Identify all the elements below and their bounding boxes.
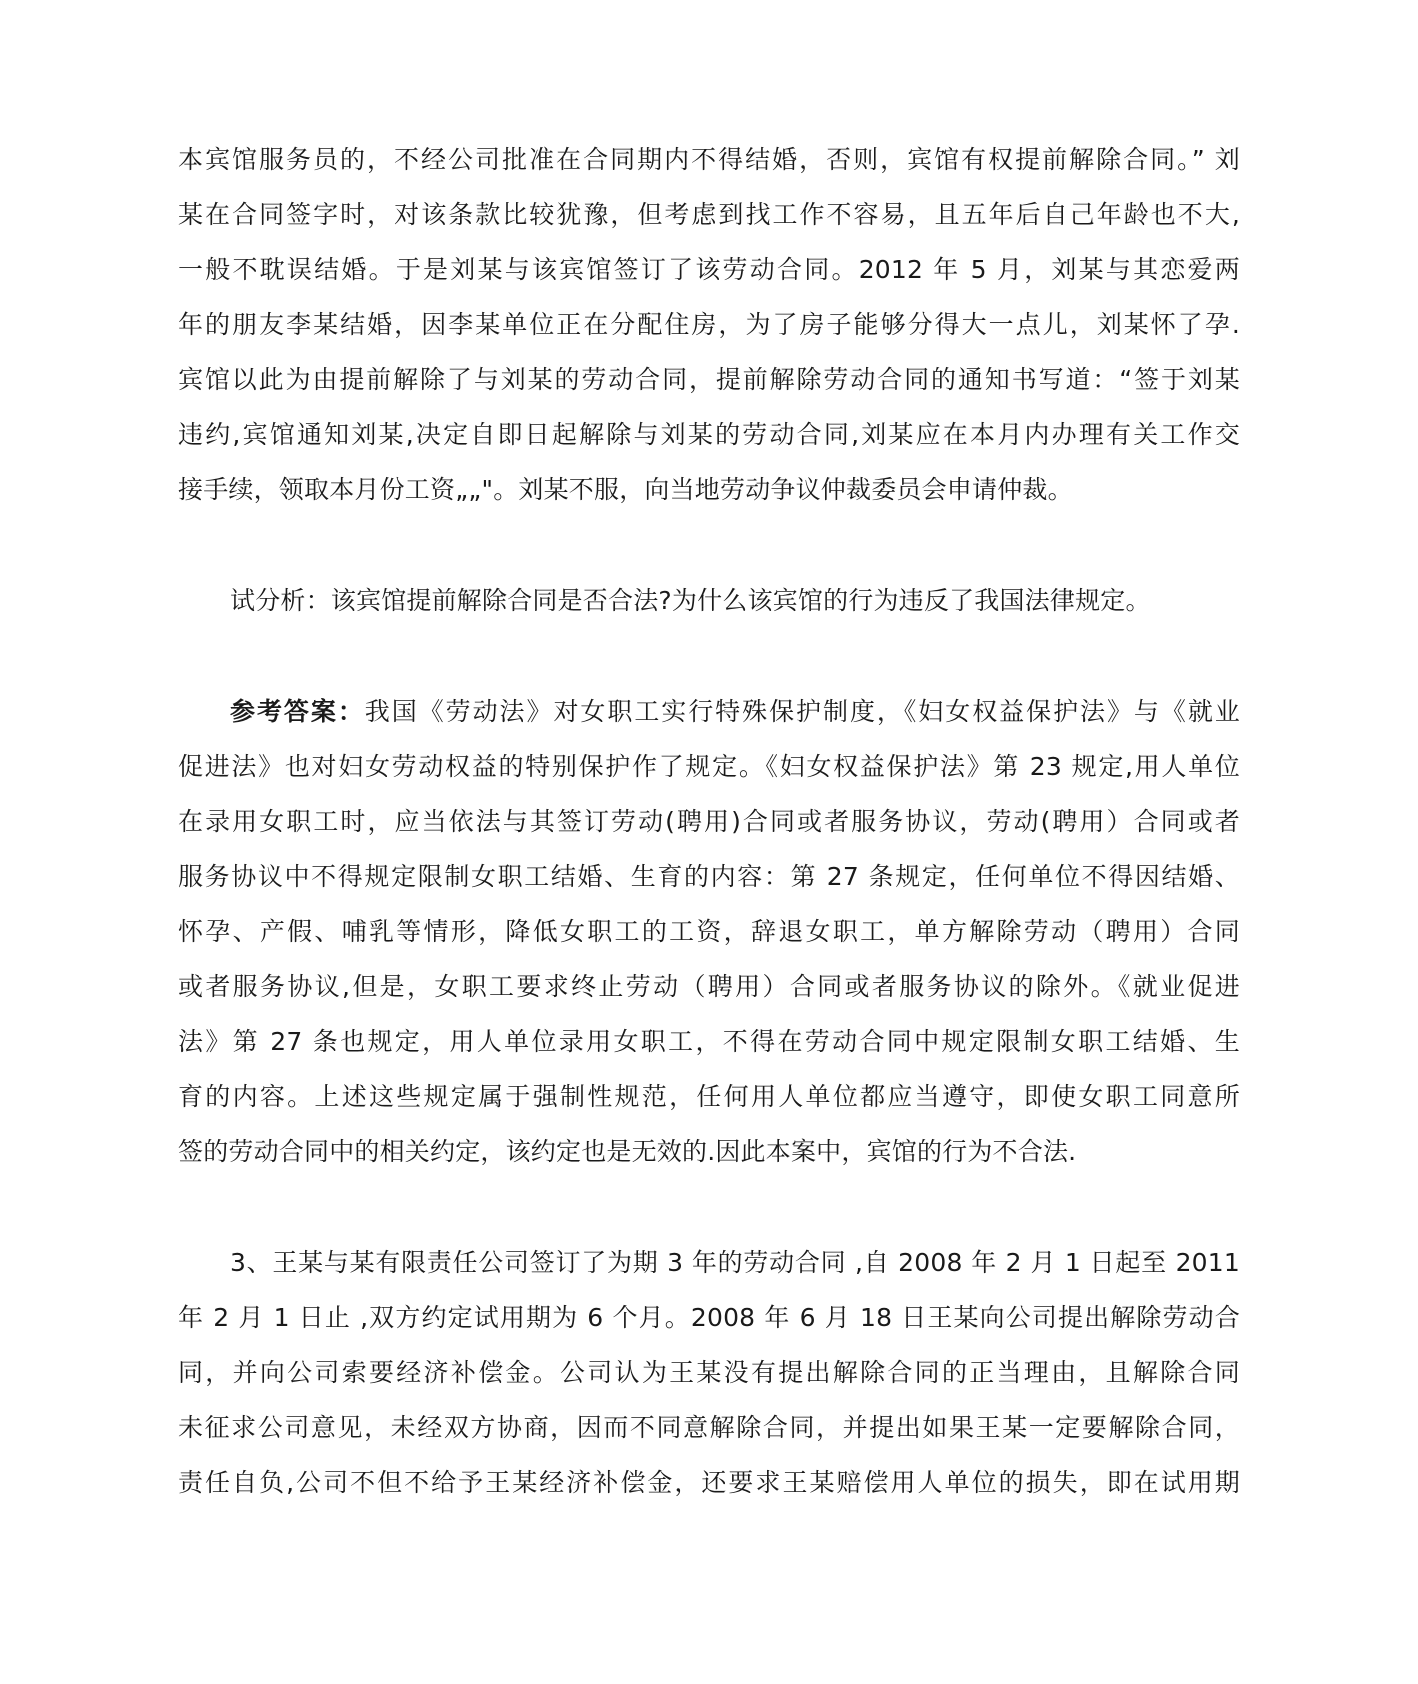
text-line: 服务协议中不得规定限制女职工结婚、生育的内容：第 27 条规定，任何单位不得因结婚、 — [178, 862, 1240, 891]
answer-label: 参考答案： — [230, 697, 365, 726]
document-body — [178, 132, 1240, 1510]
answer-paragraph — [178, 684, 1240, 1179]
text-line: 未征求公司意见，未经双方协商，因而不同意解除合同，并提出如果王某一定要解除合同， — [178, 1413, 1240, 1442]
case-paragraph — [178, 132, 1240, 517]
text-line: 或者服务协议,但是，女职工要求终止劳动（聘用）合同或者服务协议的除外。《就业促进 — [178, 972, 1240, 1001]
paragraph-spacer — [178, 1179, 1240, 1235]
case-paragraph — [178, 1235, 1240, 1510]
question-text: 试分析：该宾馆提前解除合同是否合法?为什么该宾馆的行为违反了我国法律规定。 — [230, 586, 1151, 615]
answer-text: 我国《劳动法》对女职工实行特殊保护制度，《妇女权益保护法》与《就业 — [364, 697, 1240, 726]
paragraph-spacer — [178, 517, 1240, 573]
text-line: 育的内容。上述这些规定属于强制性规范，任何用人单位都应当遵守，即使女职工同意所 — [178, 1082, 1240, 1111]
text-line: 接手续，领取本月份工资„„"。刘某不服，向当地劳动争议仲裁委员会申请仲裁。 — [178, 475, 1073, 504]
text-line: 3、王某与某有限责任公司签订了为期 3 年的劳动合同 ,自 2008 年 2 月 1 日起至 2011 — [230, 1248, 1240, 1277]
text-line: 签的劳动合同中的相关约定，该约定也是无效的.因此本案中，宾馆的行为不合法. — [178, 1137, 1077, 1166]
text-line: 年 2 月 1 日止 ,双方约定试用期为 6 个月。2008 年 6 月 18 日王某向公司提出解除劳动合 — [178, 1303, 1240, 1332]
text-line: 同，并向公司索要经济补偿金。公司认为王某没有提出解除合同的正当理由，且解除合同 — [178, 1358, 1240, 1387]
text-line: 责任自负,公司不但不给予王某经济补偿金，还要求王某赔偿用人单位的损失，即在试用期 — [178, 1468, 1240, 1497]
text-line: 促进法》也对妇女劳动权益的特别保护作了规定。《妇女权益保护法》第 23 规定,用人单位 — [178, 752, 1240, 781]
text-line: 宾馆以此为由提前解除了与刘某的劳动合同，提前解除劳动合同的通知书写道：“签于刘某 — [178, 365, 1240, 394]
paragraph-spacer — [178, 628, 1240, 684]
text-line: 年的朋友李某结婚，因李某单位正在分配住房，为了房子能够分得大一点儿，刘某怀了孕. — [178, 310, 1240, 339]
text-line: 在录用女职工时，应当依法与其签订劳动(聘用)合同或者服务协议，劳动(聘用）合同或者 — [178, 807, 1240, 836]
text-line: 怀孕、产假、哺乳等情形，降低女职工的工资，辞退女职工，单方解除劳动（聘用）合同 — [178, 917, 1240, 946]
text-line: 法》第 27 条也规定，用人单位录用女职工，不得在劳动合同中规定限制女职工结婚、生 — [178, 1027, 1240, 1056]
text-line: 本宾馆服务员的，不经公司批准在合同期内不得结婚，否则，宾馆有权提前解除合同。” 刘 — [178, 145, 1240, 174]
text-line: 某在合同签字时，对该条款比较犹豫，但考虑到找工作不容易，且五年后自己年龄也不大, — [178, 200, 1240, 229]
text-line — [178, 684, 1240, 739]
text-line: 一般不耽误结婚。于是刘某与该宾馆签订了该劳动合同。2012 年 5 月，刘某与其恋爱两 — [178, 255, 1240, 284]
text-line: 违约,宾馆通知刘某,决定自即日起解除与刘某的劳动合同,刘某应在本月内办理有关工作交 — [178, 420, 1240, 449]
